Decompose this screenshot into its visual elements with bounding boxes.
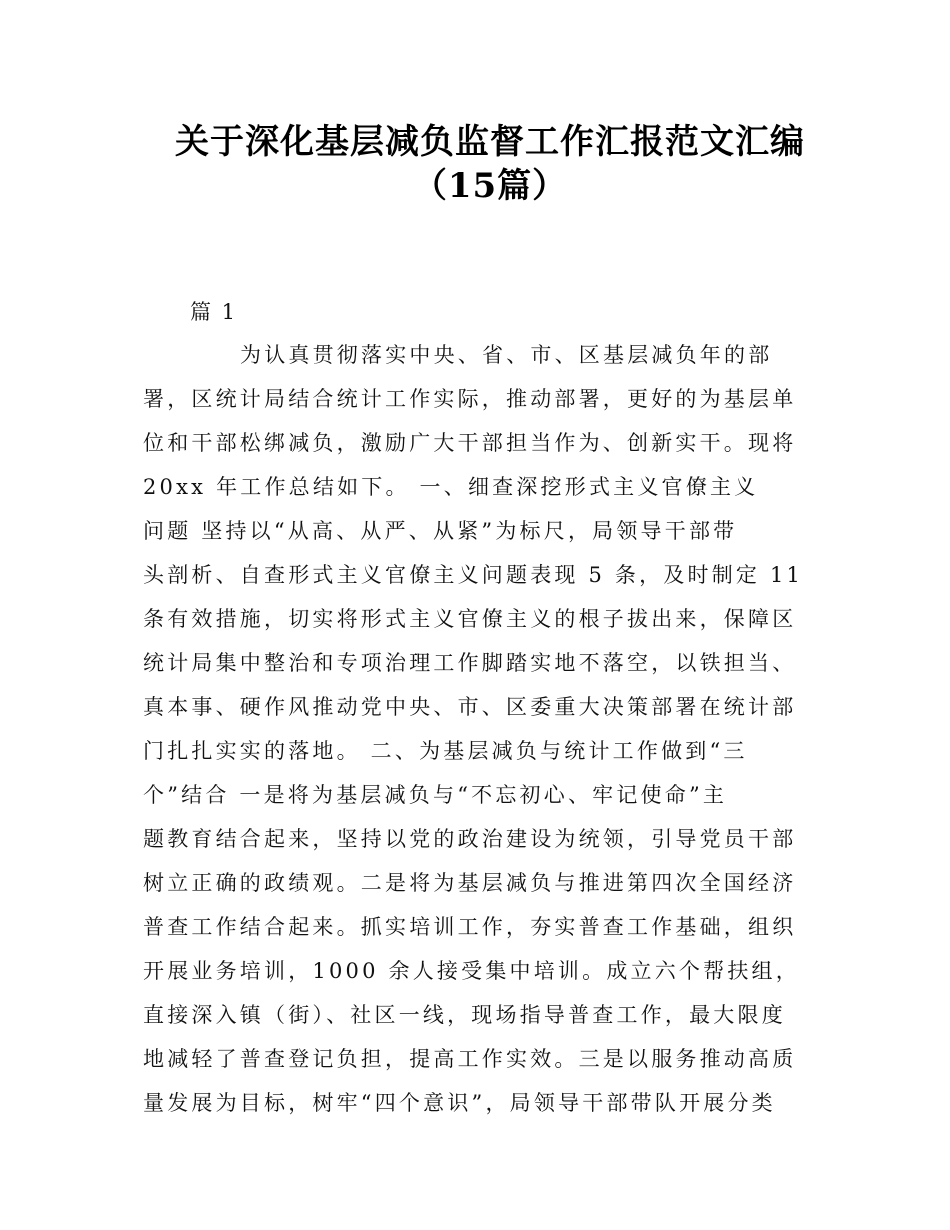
paragraph-line: 题教育结合起来，坚持以党的政治建设为统领，引导党员干部	[143, 827, 797, 851]
paragraph-line: 地减轻了普查登记负担，提高工作实效。三是以服务推动高质	[143, 1047, 797, 1071]
paragraph-line: 门扎扎实实的落地。 二、为基层减负与统计工作做到“三	[143, 739, 748, 763]
paragraph-line: 20xx 年工作总结如下。 一、细查深挖形式主义官僚主义	[143, 475, 759, 499]
paragraph-line: 量发展为目标，树牢“四个意识”，局领导干部带队开展分类	[143, 1091, 776, 1115]
document-title: 关于深化基层减负监督工作汇报范文汇编	[175, 122, 805, 162]
paragraph-line: 为认真贯彻落实中央、省、市、区基层减负年的部	[240, 343, 773, 367]
paragraph-line: 头剖析、自查形式主义官僚主义问题表现 5 条，及时制定 11	[143, 563, 804, 587]
section-label: 篇 1	[190, 300, 238, 324]
paragraph-line: 开展业务培训，1000 余人接受集中培训。成立六个帮扶组，	[143, 959, 800, 983]
paragraph-line: 普查工作结合起来。抓实培训工作，夯实普查工作基础，组织	[143, 915, 797, 939]
paragraph-line: 位和干部松绑减负，激励广大干部担当作为、创新实干。现将	[143, 431, 797, 455]
paragraph-line: 署，区统计局结合统计工作实际，推动部署，更好的为基层单	[143, 387, 797, 411]
paragraph-line: 统计局集中整治和专项治理工作脚踏实地不落空，以铁担当、	[143, 651, 797, 675]
paragraph-line: 条有效措施，切实将形式主义官僚主义的根子拔出来，保障区	[143, 607, 797, 631]
paragraph-line: 树立正确的政绩观。二是将为基层减负与推进第四次全国经济	[143, 871, 797, 895]
paragraph-line: 真本事、硬作风推动党中央、市、区委重大决策部署在统计部	[143, 695, 797, 719]
document-title-count: （15篇）	[412, 166, 568, 206]
paragraph-line: 直接深入镇（街）、社区一线，现场指导普查工作，最大限度	[143, 1003, 786, 1027]
paragraph-line: 问题 坚持以“从高、从严、从紧”为标尺，局领导干部带	[143, 519, 738, 543]
paragraph-line: 个”结合 一是将为基层减负与“不忘初心、牢记使命”主	[143, 783, 728, 807]
